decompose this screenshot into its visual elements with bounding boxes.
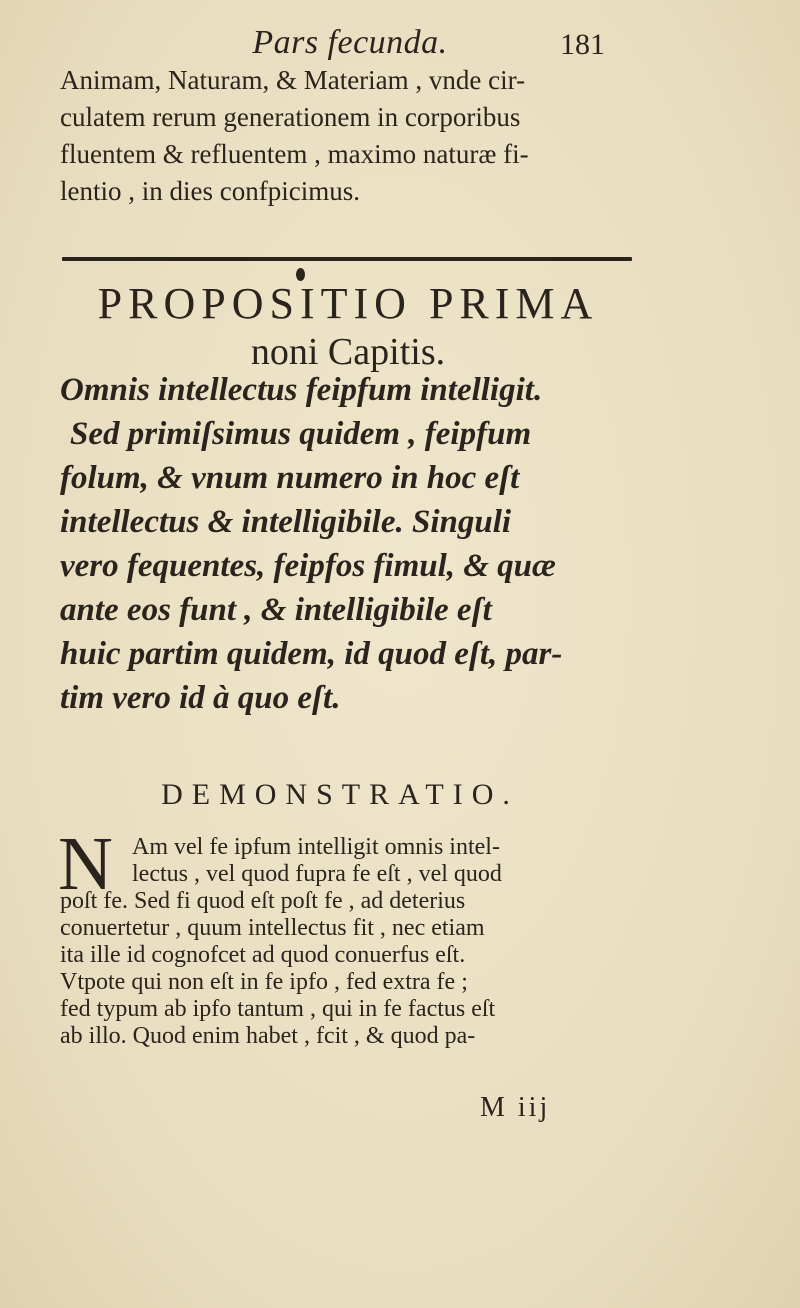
page-number: 181 (560, 28, 605, 61)
section-divider (62, 257, 632, 261)
text-line: conuertetur , quum intellectus fit , nec etiam (60, 915, 485, 941)
running-title: Pars fecunda. (252, 24, 448, 61)
text-line: fed typum ab ipfo tantum , qui in fe factus eſt (60, 996, 496, 1022)
text-line: poſt fe. Sed fi quod eſt poſt fe , ad deterius (60, 888, 466, 914)
proposition-heading: PROPOSITIO PRIMA (97, 279, 599, 328)
text-line: culatem rerum generationem in corporibus (60, 102, 521, 132)
text-line: Vtpote qui non eſt in fe ipfo , fed extra fe ; (60, 969, 468, 995)
proposition-text (60, 368, 640, 720)
text-line: Sed primiſsimus quidem , feipfum (70, 416, 532, 452)
text-line: ita ille id cognofcet ad quod conuerfus eſt. (60, 942, 466, 968)
intro-paragraph (60, 62, 630, 210)
running-head (0, 18, 800, 68)
signature-mark: M iij (480, 1092, 551, 1123)
text-line: vero fequentes, feipfos fimul, & quæ (60, 548, 556, 584)
text-line: Animam, Naturam, & Materiam , vnde cir- (60, 65, 526, 95)
text-line: intellectus & intelligibile. Singuli (60, 504, 512, 540)
text-line: folum, & vnum numero in hoc eſt (60, 460, 520, 496)
text-line: Am vel fe ipfum intelligit omnis intel- (132, 834, 500, 860)
text-line: ab illo. Quod enim habet , fcit , & quod pa- (60, 1023, 476, 1049)
text-line: lentio , in dies confpicimus. (60, 176, 360, 206)
text-line: Omnis intellectus feipfum intelligit. (60, 372, 543, 408)
text-line: tim vero id à quo eſt. (60, 680, 341, 716)
proposition-subheading: noni Capitis. (250, 331, 446, 373)
text-line: huic partim quidem, id quod eſt, par- (60, 636, 563, 672)
demonstration-text (60, 834, 640, 1050)
drop-cap: N (58, 822, 113, 906)
demonstration-heading: DEMONSTRATIO. (161, 778, 519, 811)
text-line: fluentem & refluentem , maximo naturæ fi- (60, 139, 529, 169)
text-line: lectus , vel quod fupra fe eſt , vel quod (132, 861, 502, 887)
text-line: ante eos funt , & intelligibile eſt (60, 592, 492, 628)
